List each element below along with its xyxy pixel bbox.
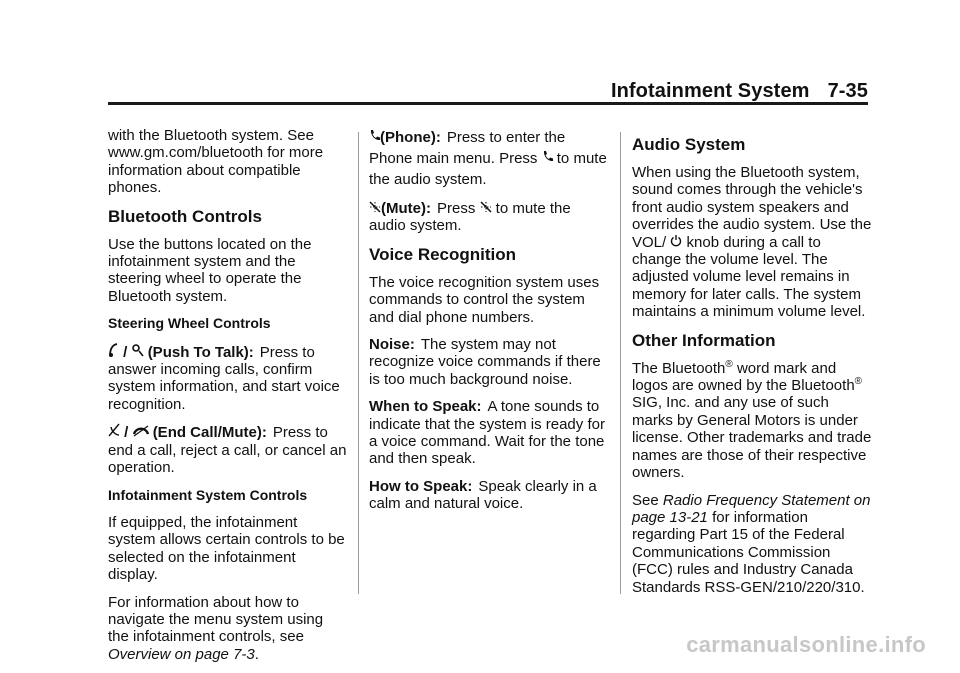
audio-system-body [632, 164, 872, 321]
when-to-speak-item [369, 398, 607, 468]
end-call-item [108, 423, 348, 476]
end-call-body: Press to end a call, reject a call, or cancel an operation. [108, 424, 347, 477]
navigation-paragraph [108, 594, 348, 664]
ptt-label: (Push To Talk): [147, 343, 254, 361]
audio-body-b: knob during a call to change the volume level. The adjusted volume level remains in memory for later calls. The system maintains a minimum volume level. [632, 233, 866, 321]
voice-recognition-heading: Voice Recognition [369, 244, 517, 264]
trademark-text-a: The Bluetooth [632, 359, 726, 377]
mute-icon [369, 200, 381, 217]
noise-label: Noise: [369, 336, 415, 354]
overview-link[interactable]: Overview on page 7-3 [108, 645, 255, 663]
phone-body-a: Press to enter the Phone main menu. Press [369, 129, 566, 167]
mute-body-a: Press [436, 200, 476, 217]
page-header [611, 80, 868, 103]
end-call-icon [108, 423, 120, 441]
trademark-paragraph [632, 360, 872, 482]
other-information-heading: Other Information [632, 330, 776, 350]
navigation-text: For information about how to navigate the menu system using the infotainment controls, see [108, 593, 324, 646]
mute-label: (Mute): [381, 200, 431, 217]
how-to-speak-body: Speak clearly in a calm and natural voice. [369, 477, 597, 513]
fcc-paragraph [632, 492, 872, 596]
infotainment-controls-body: If equipped, the infotainment system allows certain controls to be selected on the infotainment display. [108, 513, 345, 584]
column-1 [108, 127, 348, 673]
mute-item [369, 200, 607, 235]
mute-body-b: to mute the audio system. [369, 200, 571, 235]
noise-body: The system may not recognize voice commands if there is too much background noise. [369, 336, 601, 388]
ptt-icon [108, 343, 119, 361]
voice-recognition-body: The voice recognition system uses commands to control the system and dial phone numbers. [369, 273, 600, 326]
ptt-body: Press to answer incoming calls, confirm system information, and start voice recognition. [108, 343, 340, 413]
phone-icon [542, 148, 553, 169]
when-to-speak-label: When to Speak: [369, 398, 482, 416]
header-rule [108, 102, 868, 105]
watermark: carmanualsonline.info [686, 632, 926, 657]
section-title: Infotainment System [610, 80, 810, 102]
noise-item [369, 336, 607, 388]
column-divider [620, 132, 621, 594]
phone-icon [369, 127, 380, 148]
how-to-speak-label: How to Speak: [369, 477, 473, 495]
ptt-separator: / [123, 343, 128, 361]
bluetooth-controls-body: Use the buttons located on the infotainment system and the steering wheel to operate the Bluetooth system. [108, 235, 312, 305]
push-to-talk-item [108, 343, 348, 414]
registered-mark: ® [854, 376, 863, 388]
column-divider [358, 132, 359, 594]
end-call-separator: / [124, 424, 129, 442]
when-to-speak-body: A tone sounds to indicate that the system is ready for a voice command. Wait for the tone and then speak. [369, 398, 605, 468]
end-call-label: (End Call/Mute): [152, 424, 267, 442]
how-to-speak-item [369, 478, 607, 513]
hang-up-icon [133, 424, 149, 441]
column-2 [369, 127, 607, 523]
voice-icon [132, 343, 144, 361]
phone-body-b: to mute the audio system. [369, 150, 607, 188]
column-3 [632, 127, 872, 606]
trademark-text-b: word mark and logos are owned by the Bluetooth [632, 359, 855, 395]
phone-item [369, 127, 607, 190]
trademark-text-c: SIG, Inc. and any use of such marks by General Motors is under license. Other trademarks and trade names are those of their respective owners. [632, 394, 872, 482]
infotainment-controls-heading: Infotainment System Controls [108, 486, 308, 503]
audio-system-heading: Audio System [632, 135, 746, 154]
navigation-end: . [254, 645, 259, 663]
power-icon [670, 234, 682, 251]
bluetooth-controls-heading: Bluetooth Controls [108, 206, 262, 226]
page-number: 7-35 [827, 80, 868, 102]
audio-body-a: When using the Bluetooth system, sound comes through the vehicle's front audio system speakers and overrides the audio system. Use the VOL/ [632, 164, 872, 251]
mute-icon [480, 200, 492, 217]
see-text: See [632, 491, 663, 509]
radio-frequency-link[interactable]: Radio Frequency Statement on page 13-21 [632, 491, 871, 526]
phone-label: (Phone): [380, 129, 441, 146]
registered-mark: ® [725, 358, 733, 370]
fcc-text: for information regarding Part 15 of the Federal Communications Commission (FCC) rules and Industry Canada Standards RSS-GEN/210/220/310. [632, 508, 865, 596]
intro-paragraph: with the Bluetooth system. See www.gm.com/bluetooth for more information about compatible phones. [108, 127, 324, 197]
steering-wheel-controls-heading: Steering Wheel Controls [108, 315, 271, 332]
